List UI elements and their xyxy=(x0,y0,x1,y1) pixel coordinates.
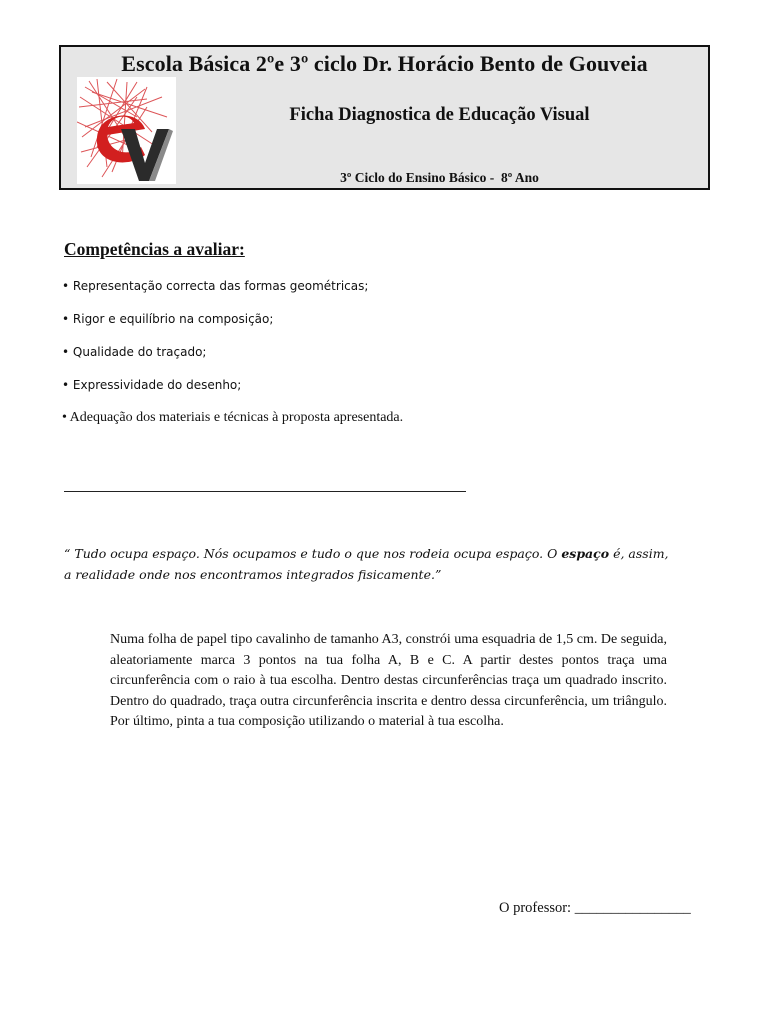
list-item: • Rigor e equilíbrio na composição; xyxy=(62,312,274,326)
quote-text-after: é, assim, a realidade onde nos encontramos integrados fisicamente.” xyxy=(64,546,669,582)
task-instructions: Numa folha de papel tipo cavalinho de tamanho A3, constrói uma esquadria de 1,5 cm. De seguida, aleatoriamente marca 3 pontos na tua folha A, B e C. A partir destes pontos traça uma circunferência com o raio à tua escolha. Dentro destas circunferências traça um quadrado inscrito. Dentro do quadrado, traça outra circunferência inscrita e dentro dessa circunferência, um triângulo. Por último, pinta a tua composição utilizando o material à tua escolha. xyxy=(110,632,667,729)
list-item: • Representação correcta das formas geométricas; xyxy=(62,279,369,293)
cycle-grade-line: 3º Ciclo do Ensino Básico - 8º Ano xyxy=(340,170,539,185)
school-name: Escola Básica 2ºe 3º ciclo Dr. Horácio Bento de Gouveia xyxy=(121,51,648,76)
teacher-signature-line: O professor: ________________ xyxy=(499,900,691,916)
ev-logo-icon xyxy=(77,77,176,184)
quote-text-before: “ Tudo ocupa espaço. Nós ocupamos e tudo o que nos rodeia ocupa espaço. O xyxy=(64,546,562,561)
header-box xyxy=(59,45,710,190)
space-quote xyxy=(64,543,674,585)
competencies-list xyxy=(62,276,403,441)
list-item: • Expressividade do desenho; xyxy=(62,378,242,392)
competencies-title: Competências a avaliar: xyxy=(64,239,245,259)
list-item: • Qualidade do traçado; xyxy=(62,345,207,359)
list-item: • Adequação dos materiais e técnicas à proposta apresentada. xyxy=(62,410,404,425)
sheet-title: Ficha Diagnostica de Educação Visual xyxy=(289,105,590,125)
section-divider xyxy=(64,491,466,492)
quote-emphasis: espaço xyxy=(561,546,610,561)
